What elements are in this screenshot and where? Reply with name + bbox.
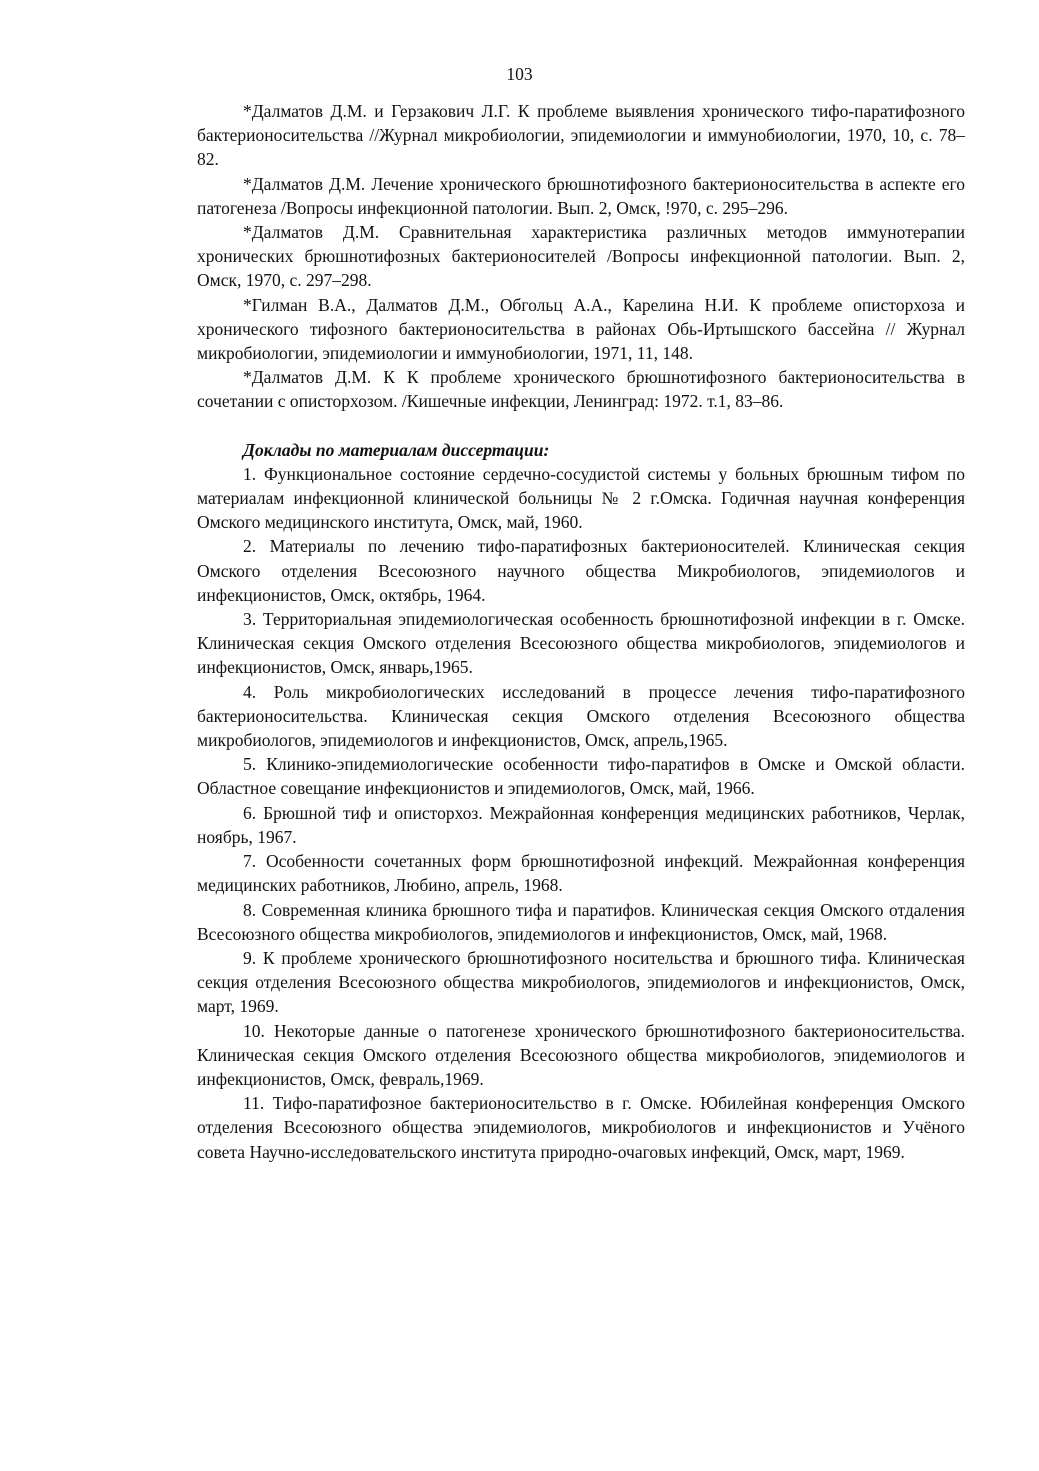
- report-entry: 9. К проблеме хронического брюшнотифозного носительства и брюшного тифа. Клиническая секция отделения Всесоюзного общества микробиологов, эпидемиологов и инфекционистов, Омск, март, 1969.: [197, 947, 965, 1017]
- publication-entry: *Далматов Д.М. К К проблеме хронического брюшнотифозного бактерионосительства в сочетании с описторхозом. /Кишечные инфекции, Ленинград: 1972. т.1, 83–86.: [197, 367, 965, 412]
- report-entry: 4. Роль микробиологических исследований в процессе лечения тифо-паратифозного бактерионосительства. Клиническая секция Омского отделения Всесоюзного общества микробиологов, эпидемиологов и инфекционистов, Омск, апрель,1965.: [197, 681, 965, 751]
- report-entry: 1. Функциональное состояние сердечно-сосудистой системы у больных брюшным тифом по материалам инфекционной клинической больницы № 2 г.Омска. Годичная научная конференция Омского медицинского института, Омск, май, 1960.: [197, 463, 965, 533]
- publication-entry: *Далматов Д.М. Сравнительная характеристика различных методов иммунотерапии хронических брюшнотифозных бактерионосителей /Вопросы инфекционной патологии. Вып. 2, Омск, 1970, с. 297–298.: [197, 222, 965, 291]
- report-entry: 11. Тифо-паратифозное бактерионосительство в г. Омске. Юбилейная конференция Омского отделения Всесоюзного общества эпидемиологов, микробиологов и инфекционистов и Учёного совета Научно-исследовательского института природно-очаговых инфекций, Омск, март, 1969.: [197, 1093, 965, 1162]
- report-entry: 3. Территориальная эпидемиологическая особенность брюшнотифозной инфекции в г. Омске. Клиническая секция Омского отделения Всесоюзного общества микробиологов, эпидемиологов и инфекционистов, Омск, январь,1965.: [197, 609, 965, 678]
- report-entry: 5. Клинико-эпидемиологические особенности тифо-паратифов в Омске и Омской области. Областное совещание инфекционистов и эпидемиологов, Омск, май, 1966.: [197, 754, 965, 799]
- report-entry: 8. Современная клиника брюшного тифа и паратифов. Клиническая секция Омского отдаления Всесоюзного общества микробиологов, эпидемиологов и инфекционистов, Омск, май, 1968.: [197, 899, 965, 944]
- report-entry: 2. Материалы по лечению тифо-паратифозных бактерионосителей. Клиническая секция Омского отделения Всесоюзного научного общества Микробиологов, эпидемиологов и инфекционистов, Омск, октябрь, 1964.: [197, 536, 965, 605]
- publication-entry: *Гилман В.А., Далматов Д.М., Обгольц А.А., Карелина Н.И. К проблеме описторхоза и хронического тифозного бактерионосительства в районах Обь-Иртышского бассейна // Журнал микробиологии, эпидемиологии и иммунобиологии, 1971, 11, 148.: [197, 294, 965, 364]
- page-content: [197, 99, 965, 1164]
- publication-entry: *Далматов Д.М. и Герзакович Л.Г. К проблеме выявления хронического тифо-паратифозного бактерионосительства //Журнал микробиологии, эпидемиологии и иммунобиологии, 1970, 10, с. 78–82.: [197, 101, 965, 170]
- publication-entry: *Далматов Д.М. Лечение хронического брюшнотифозного бактерионосительства в аспекте его патогенеза /Вопросы инфекционной патологии. Вып. 2, Омск, !970, с. 295–296.: [197, 173, 965, 218]
- page-number: 103: [506, 64, 533, 84]
- report-entry: 7. Особенности сочетанных форм брюшнотифозной инфекций. Межрайонная конференция медицинских работников, Любино, апрель, 1968.: [197, 851, 965, 896]
- report-entry: 10. Некоторые данные о патогенезе хронического брюшнотифозного бактерионосительства. Клиническая секция Омского отделения Всесоюзного общества микробиологов, эпидемиологов и инфекционистов, Омск, февраль,1969.: [197, 1020, 965, 1089]
- reports-heading: Доклады по материалам диссертации:: [243, 439, 550, 460]
- report-entry: 6. Брюшной тиф и описторхоз. Межрайонная конференция медицинских работников, Черлак, ноябрь, 1967.: [197, 802, 965, 847]
